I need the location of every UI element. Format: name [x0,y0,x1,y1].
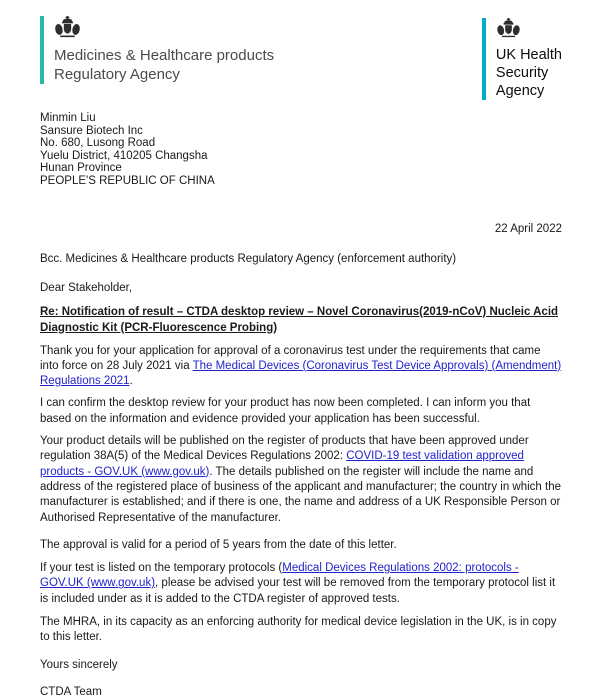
paragraph-register [40,434,562,526]
recipient-address [40,112,562,188]
bcc-line: Bcc. Medicines & Healthcare products Regulatory Agency (enforcement authority) [40,252,457,265]
recipient-name: Minmin Liu [40,112,96,124]
recipient-district: Yuelu District, 410205 Changsha [40,149,208,162]
ukhsa-logo [482,18,562,100]
ukhsa-logo-text [496,46,562,100]
protocols-link[interactable]: Medical Devices Regulations 2002: protocols - GOV.UK (www.gov.uk) [40,562,519,590]
ukhsa-logo-line1: UK Health [495,47,562,63]
paragraph-application [40,344,562,390]
letter-date: 22 April 2022 [494,222,562,235]
letter-header [40,16,562,100]
paragraph-protocols-text: If your test is listed on the temporary protocols ( [40,562,283,575]
mhra-logo-line1: Medicines & Healthcare products [54,47,275,64]
ukhsa-logo-line3: Agency [495,83,545,99]
approved-products-link[interactable]: COVID-19 test validation approved products - GOV.UK (www.gov.uk) [40,450,524,478]
mhra-logo [40,16,274,84]
recipient-company: Sansure Biotech Inc [40,124,143,137]
paragraph-application-text: Thank you for your application for approval of a coronavirus test under the requirements that came into force on 28 July 2021 via [40,344,541,372]
signoff: Yours sincerely [40,658,118,671]
paragraph-validity: The approval is valid for a period of 5 years from the date of this letter. [40,538,397,551]
paragraph-protocols [40,561,562,607]
salutation: Dear Stakeholder, [40,281,133,294]
royal-crest-icon [54,16,274,43]
recipient-province: Hunan Province [40,162,122,175]
recipient-street: No. 680, Lusong Road [40,137,156,150]
mhra-logo-line2: Regulatory Agency [54,66,180,83]
paragraph-protocols-end: , please be advised your test will be removed from the temporary protocol list it is included under as it is added to the CTDA register of approved tests. [40,577,556,605]
paragraph-register-text: Your product details will be published on the register of products that have been approved under regulation 38A(5) of the Medical Devices Regulations 2002: [40,435,529,463]
signature: CTDA Team [40,685,102,698]
paragraph-confirmation: I can confirm the desktop review for your product has now been completed. I can inform you that based on the information and evidence provided your application has been successful. [40,397,531,425]
royal-crest-icon [496,18,562,43]
recipient-country: PEOPLE'S REPUBLIC OF CHINA [40,174,215,187]
regulations-2021-link[interactable]: The Medical Devices (Coronavirus Test Device Approvals) (Amendment) Regulations 2021 [40,359,562,388]
mhra-logo-text [54,46,274,84]
paragraph-register-end: . The details published on the register will include the name and address of the registered place of business of the applicant and manufacturer; the country in which the manufacturer is established; and if there is one, the name and address of a UK Responsible Person or Authorised Representative of the manufacturer. [40,465,562,524]
paragraph-application-end: . [129,375,133,388]
subject-line: Re: Notification of result – CTDA desktop review – Novel Coronavirus(2019-nCoV) Nucleic Acid Diagnostic Kit (PCR-Fluorescence Probing) [40,305,559,334]
ukhsa-logo-line2: Security [495,65,549,81]
paragraph-mhra-copy: The MHRA, in its capacity as an enforcing authority for medical device legislation in the UK, is in copy to this letter. [40,616,557,644]
